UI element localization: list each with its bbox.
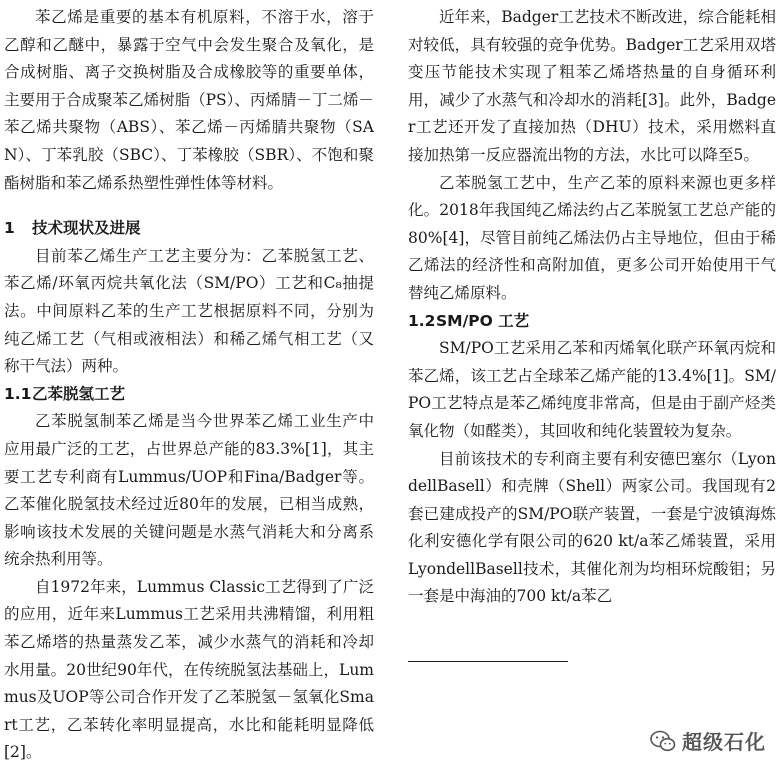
- section-heading-1: [4, 215, 374, 243]
- section-1-1-paragraph-a: 乙苯脱氢制苯乙烯是当今世界苯乙烯工业生产中应用最广泛的工艺，占世界总产能的83.3%[1]，其主要工艺专利商有Lummus/UOP和Fina/Badger等。乙苯催化脱氢技术经过近80年的发展，已相当成熟，影响该技术发展的关键问题是水蒸气消耗大和分离系统余热利用等。: [4, 412, 374, 569]
- section-title: 技术现状及进展: [32, 219, 141, 238]
- section-1-paragraph: 目前苯乙烯生产工艺主要分为：乙苯脱氢工艺、苯乙烯/环氧丙烷共氧化法（SM/PO）工艺和C₈抽提法。中间原料乙苯的生产工艺根据原料不同，分别为纯乙烯工艺（气相或液相法）和稀乙烯气相工艺（又称干气法）两种。: [4, 246, 374, 376]
- right-column: [408, 4, 776, 611]
- section-heading-1-2: [408, 308, 776, 336]
- wechat-icon: [650, 730, 676, 752]
- patent-paragraph: 目前该技术的专利商主要有利安德巴塞尔（LyondellBasell）和壳牌（Shell）两家公司。我国现有2套已建成投产的SM/PO联产装置，一套是宁波镇海炼化利安德化学有限公司的620 kt/a苯乙烯装置，采用LyondellBasell技术，其催化剂为均相环烷酸钼；另一套是中海油的700 kt/a苯乙: [408, 449, 776, 606]
- section-1-1-paragraph-b: 自1972年来，Lummus Classic工艺得到了广泛的应用，近年来Lummus工艺采用共沸精馏，利用粗苯乙烯塔的热量蒸发乙苯，减少水蒸气的消耗和冷却水用量。20世纪90年代，在传统脱氢法基础上，Lummus及UOP等公司合作开发了乙苯脱氢－氢氧化Smart工艺，乙苯转化率明显提高，水比和能耗明显降低[2]。: [4, 577, 374, 762]
- watermark: [650, 726, 766, 755]
- section-heading-1-1: [4, 381, 374, 409]
- section-title: SM/PO 工艺: [436, 311, 530, 330]
- badger-paragraph: 近年来，Badger工艺技术不断改进，综合能耗相对较低，具有较强的竞争优势。Badger工艺采用双塔变压节能技术实现了粗苯乙烯塔热量的自身循环利用，减少了水蒸气和冷却水的消耗[3]。此外，Badger工艺还开发了直接加热（DHU）技术，采用燃料直接加热第一反应器流出物的方法，水比可以降至5。: [408, 8, 776, 164]
- section-number: 1.1: [4, 384, 32, 403]
- section-number: 1.2: [408, 311, 436, 330]
- feedstock-paragraph: 乙苯脱氢工艺中，生产乙苯的原料来源也更多样化。2018年我国纯乙烯法约占乙苯脱氢工艺总产能的80%[4]，尽管目前纯乙烯法仍占主导地位，但由于稀乙烯法的经济性和高附加值，更多公司开始使用干气替纯乙烯原料。: [408, 173, 776, 302]
- intro-paragraph: 苯乙烯是重要的基本有机原料，不溶于水，溶于乙醇和乙醚中，暴露于空气中会发生聚合及氧化，是合成树脂、离子交换树脂及合成橡胶等的重要单体，主要用于合成聚苯乙烯树脂（PS）、丙烯腈－丁二烯－苯乙烯共聚物（ABS）、苯乙烯－丙烯腈共聚物（SAN）、丁苯乳胶（SBC）、丁苯橡胶（SBR）、不饱和聚酯树脂和苯乙烯系热塑性弹性体等材料。: [4, 8, 374, 192]
- section-spacer: [4, 197, 374, 215]
- section-title: 乙苯脱氢工艺: [32, 384, 126, 403]
- smpo-paragraph: SM/PO工艺采用乙苯和丙烯氧化联产环氧丙烷和苯乙烯，该工艺占全球苯乙烯产能的13.4%[1]。SM/PO工艺特点是苯乙烯纯度非常高，但是由于副产烃类氧化物（如醛类），其回收和纯化装置较为复杂。: [408, 339, 776, 440]
- watermark-text: 超级石化: [682, 730, 766, 754]
- footnote-divider: [408, 661, 568, 662]
- section-number: 1: [4, 219, 15, 238]
- left-column: [4, 4, 374, 767]
